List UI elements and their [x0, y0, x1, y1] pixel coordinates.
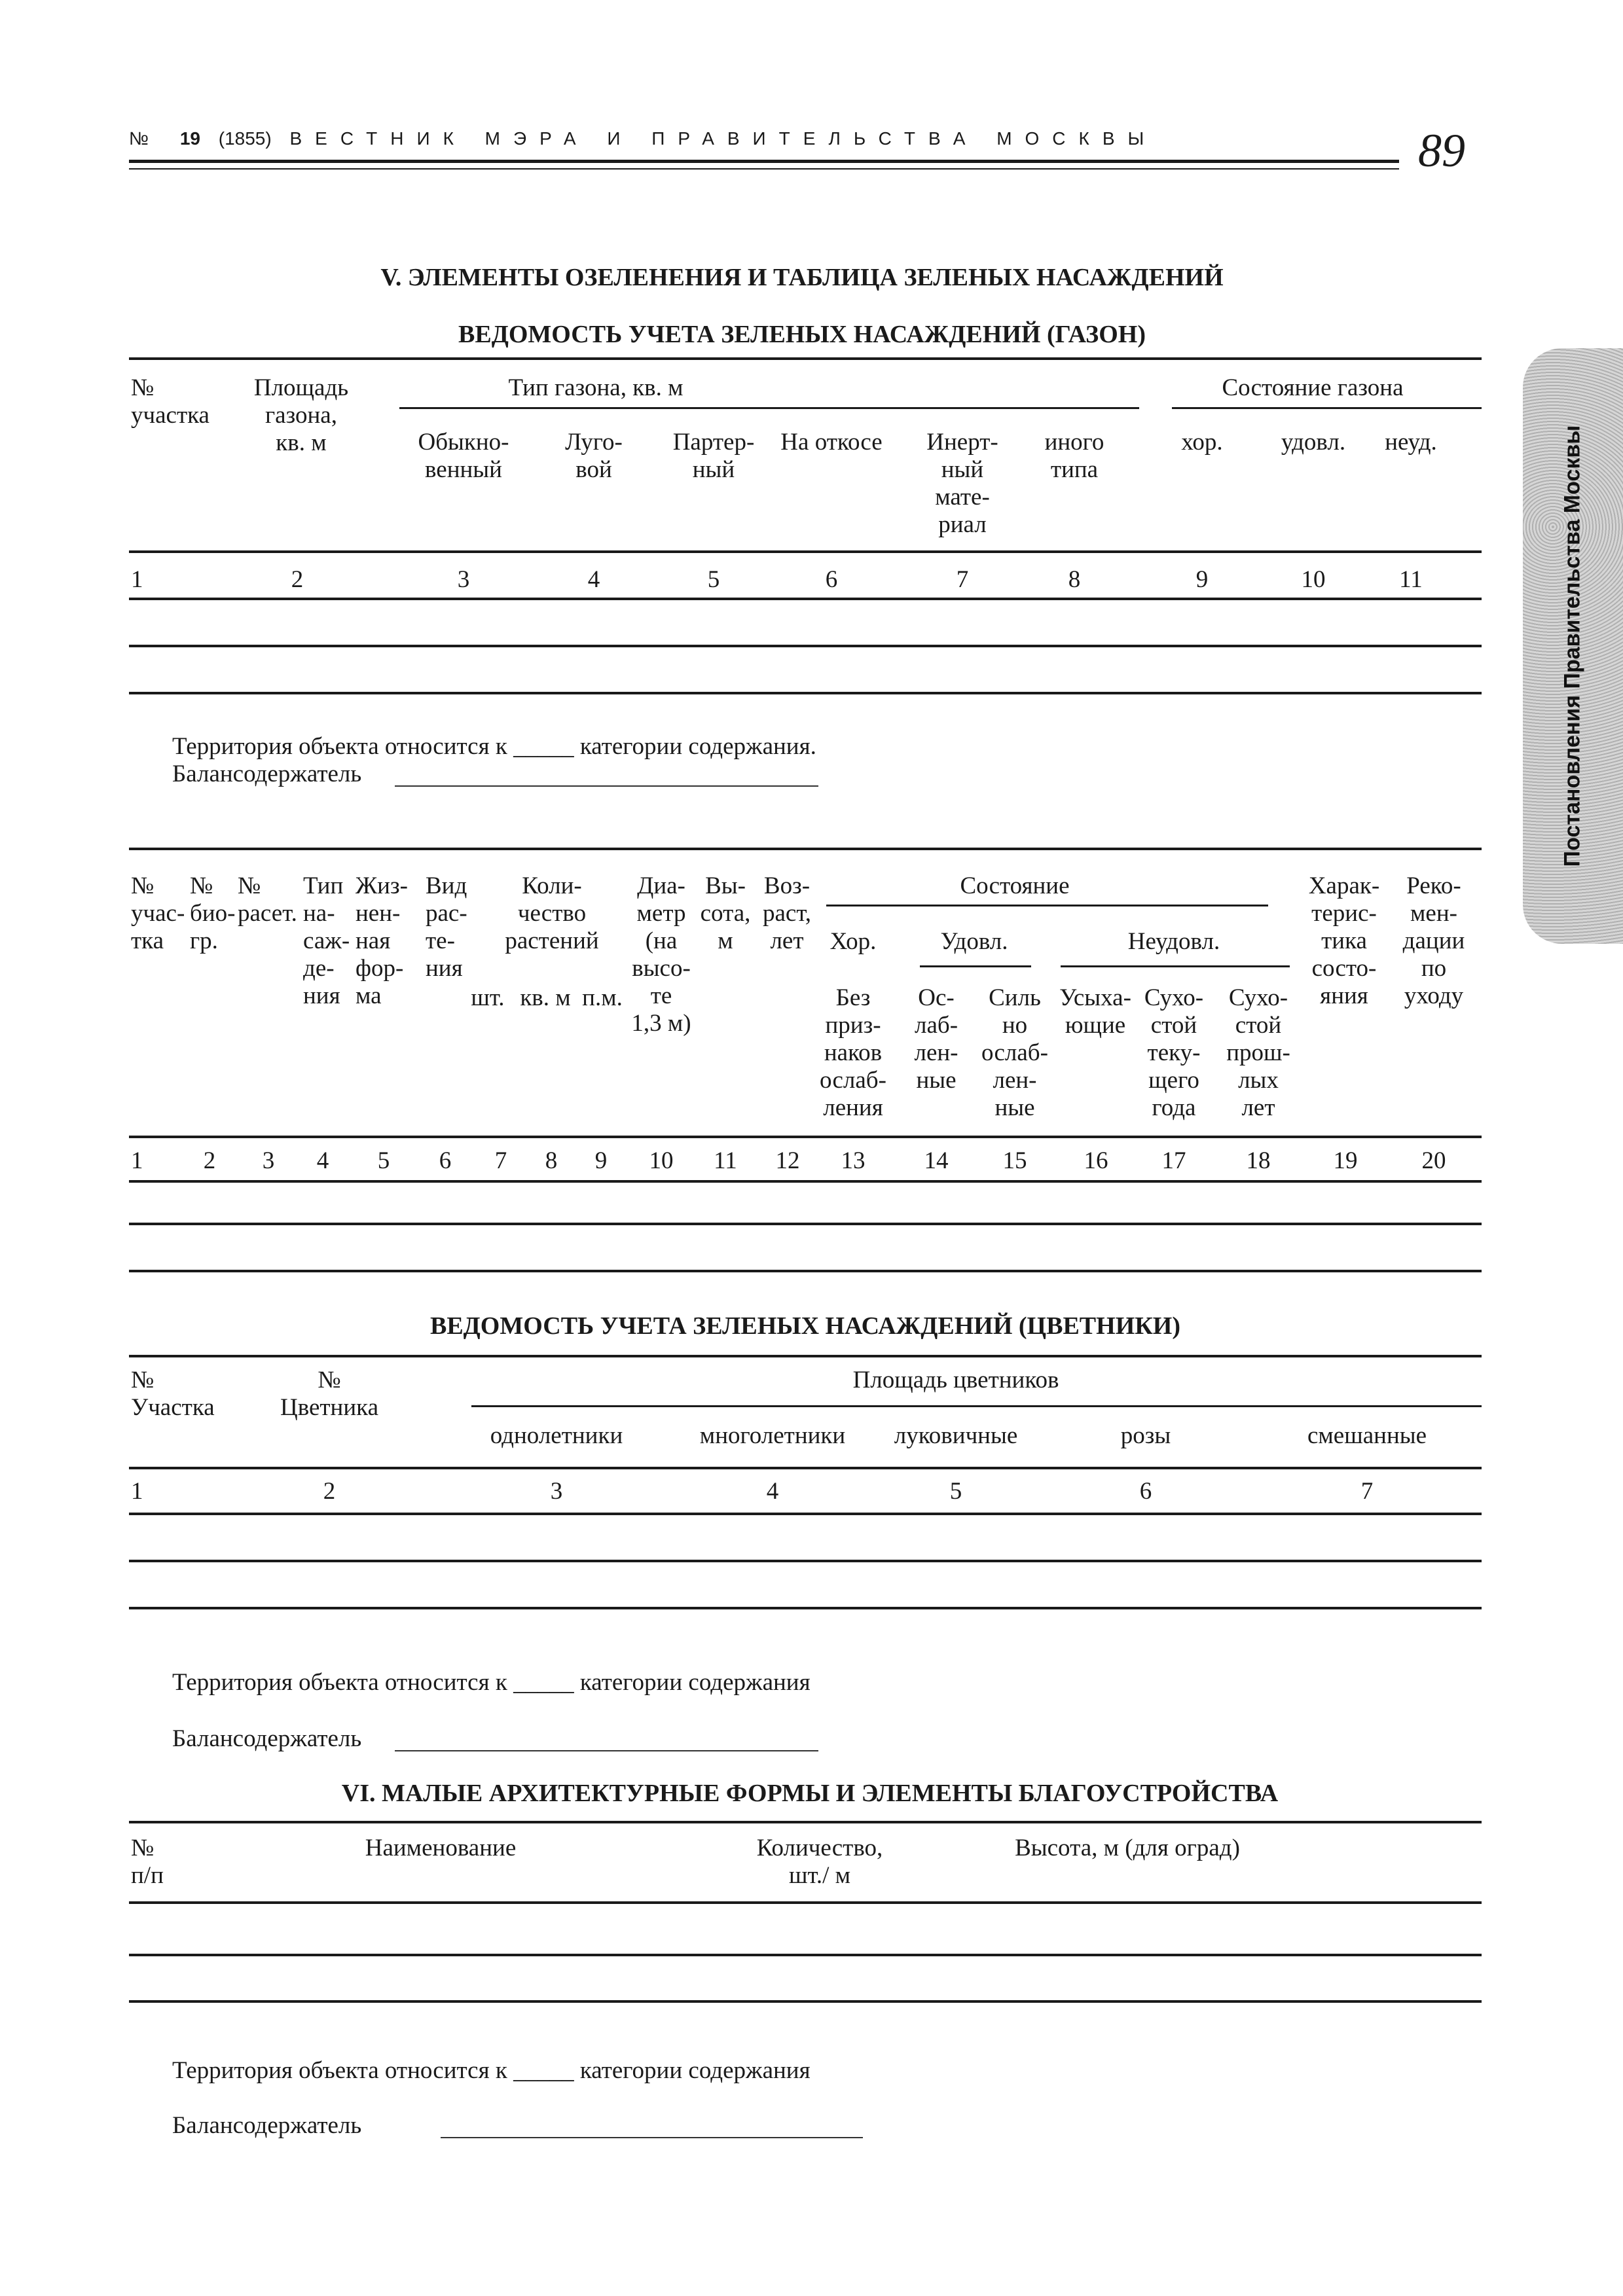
balance-holder-field-2[interactable]	[395, 1750, 818, 1751]
lawn-table-title: ВЕДОМОСТЬ УЧЕТА ЗЕЛЕНЫХ НАСАЖДЕНИЙ (ГАЗОН)	[458, 321, 1146, 348]
page-number: 89	[1418, 124, 1465, 177]
running-header: № 19 (1855) ВЕСТНИК МЭРА И ПРАВИТЕЛЬСТВА МОСКВЫ	[129, 128, 1158, 149]
journal-title: ВЕСТНИК МЭРА И ПРАВИТЕЛЬСТВА МОСКВЫ	[289, 128, 1158, 149]
balance-holder-field-1[interactable]	[395, 785, 818, 787]
header-rule	[129, 160, 1399, 163]
balance-holder-label-1: Балансодержатель	[172, 761, 362, 787]
header-rule-thin	[129, 168, 1399, 170]
section-5-title: V. ЭЛЕМЕНТЫ ОЗЕЛЕНЕНИЯ И ТАБЛИЦА ЗЕЛЕНЫХ НАСАЖДЕНИЙ	[380, 264, 1224, 291]
flower-table-title: ВЕДОМОСТЬ УЧЕТА ЗЕЛЕНЫХ НАСАЖДЕНИЙ (ЦВЕТНИКИ)	[429, 1312, 1181, 1340]
side-tab-label: Постановления Правительства Москвы	[1559, 425, 1585, 867]
balance-holder-label-3: Балансодержатель	[172, 2112, 362, 2139]
category-note-3: Территория объекта относится к _____ категории содержания	[172, 2057, 811, 2084]
balance-holder-field-3[interactable]	[441, 2137, 863, 2138]
side-tab	[1523, 348, 1623, 944]
category-note-1: Территория объекта относится к _____ категории содержания.	[172, 733, 816, 760]
balance-holder-label-2: Балансодержатель	[172, 1725, 362, 1752]
issue-number: 19	[179, 128, 200, 149]
section-6-title: VI. МАЛЫЕ АРХИТЕКТУРНЫЕ ФОРМЫ И ЭЛЕМЕНТЫ БЛАГОУСТРОЙСТВА	[341, 1780, 1279, 1807]
category-note-2: Территория объекта относится к _____ категории содержания	[172, 1669, 811, 1696]
